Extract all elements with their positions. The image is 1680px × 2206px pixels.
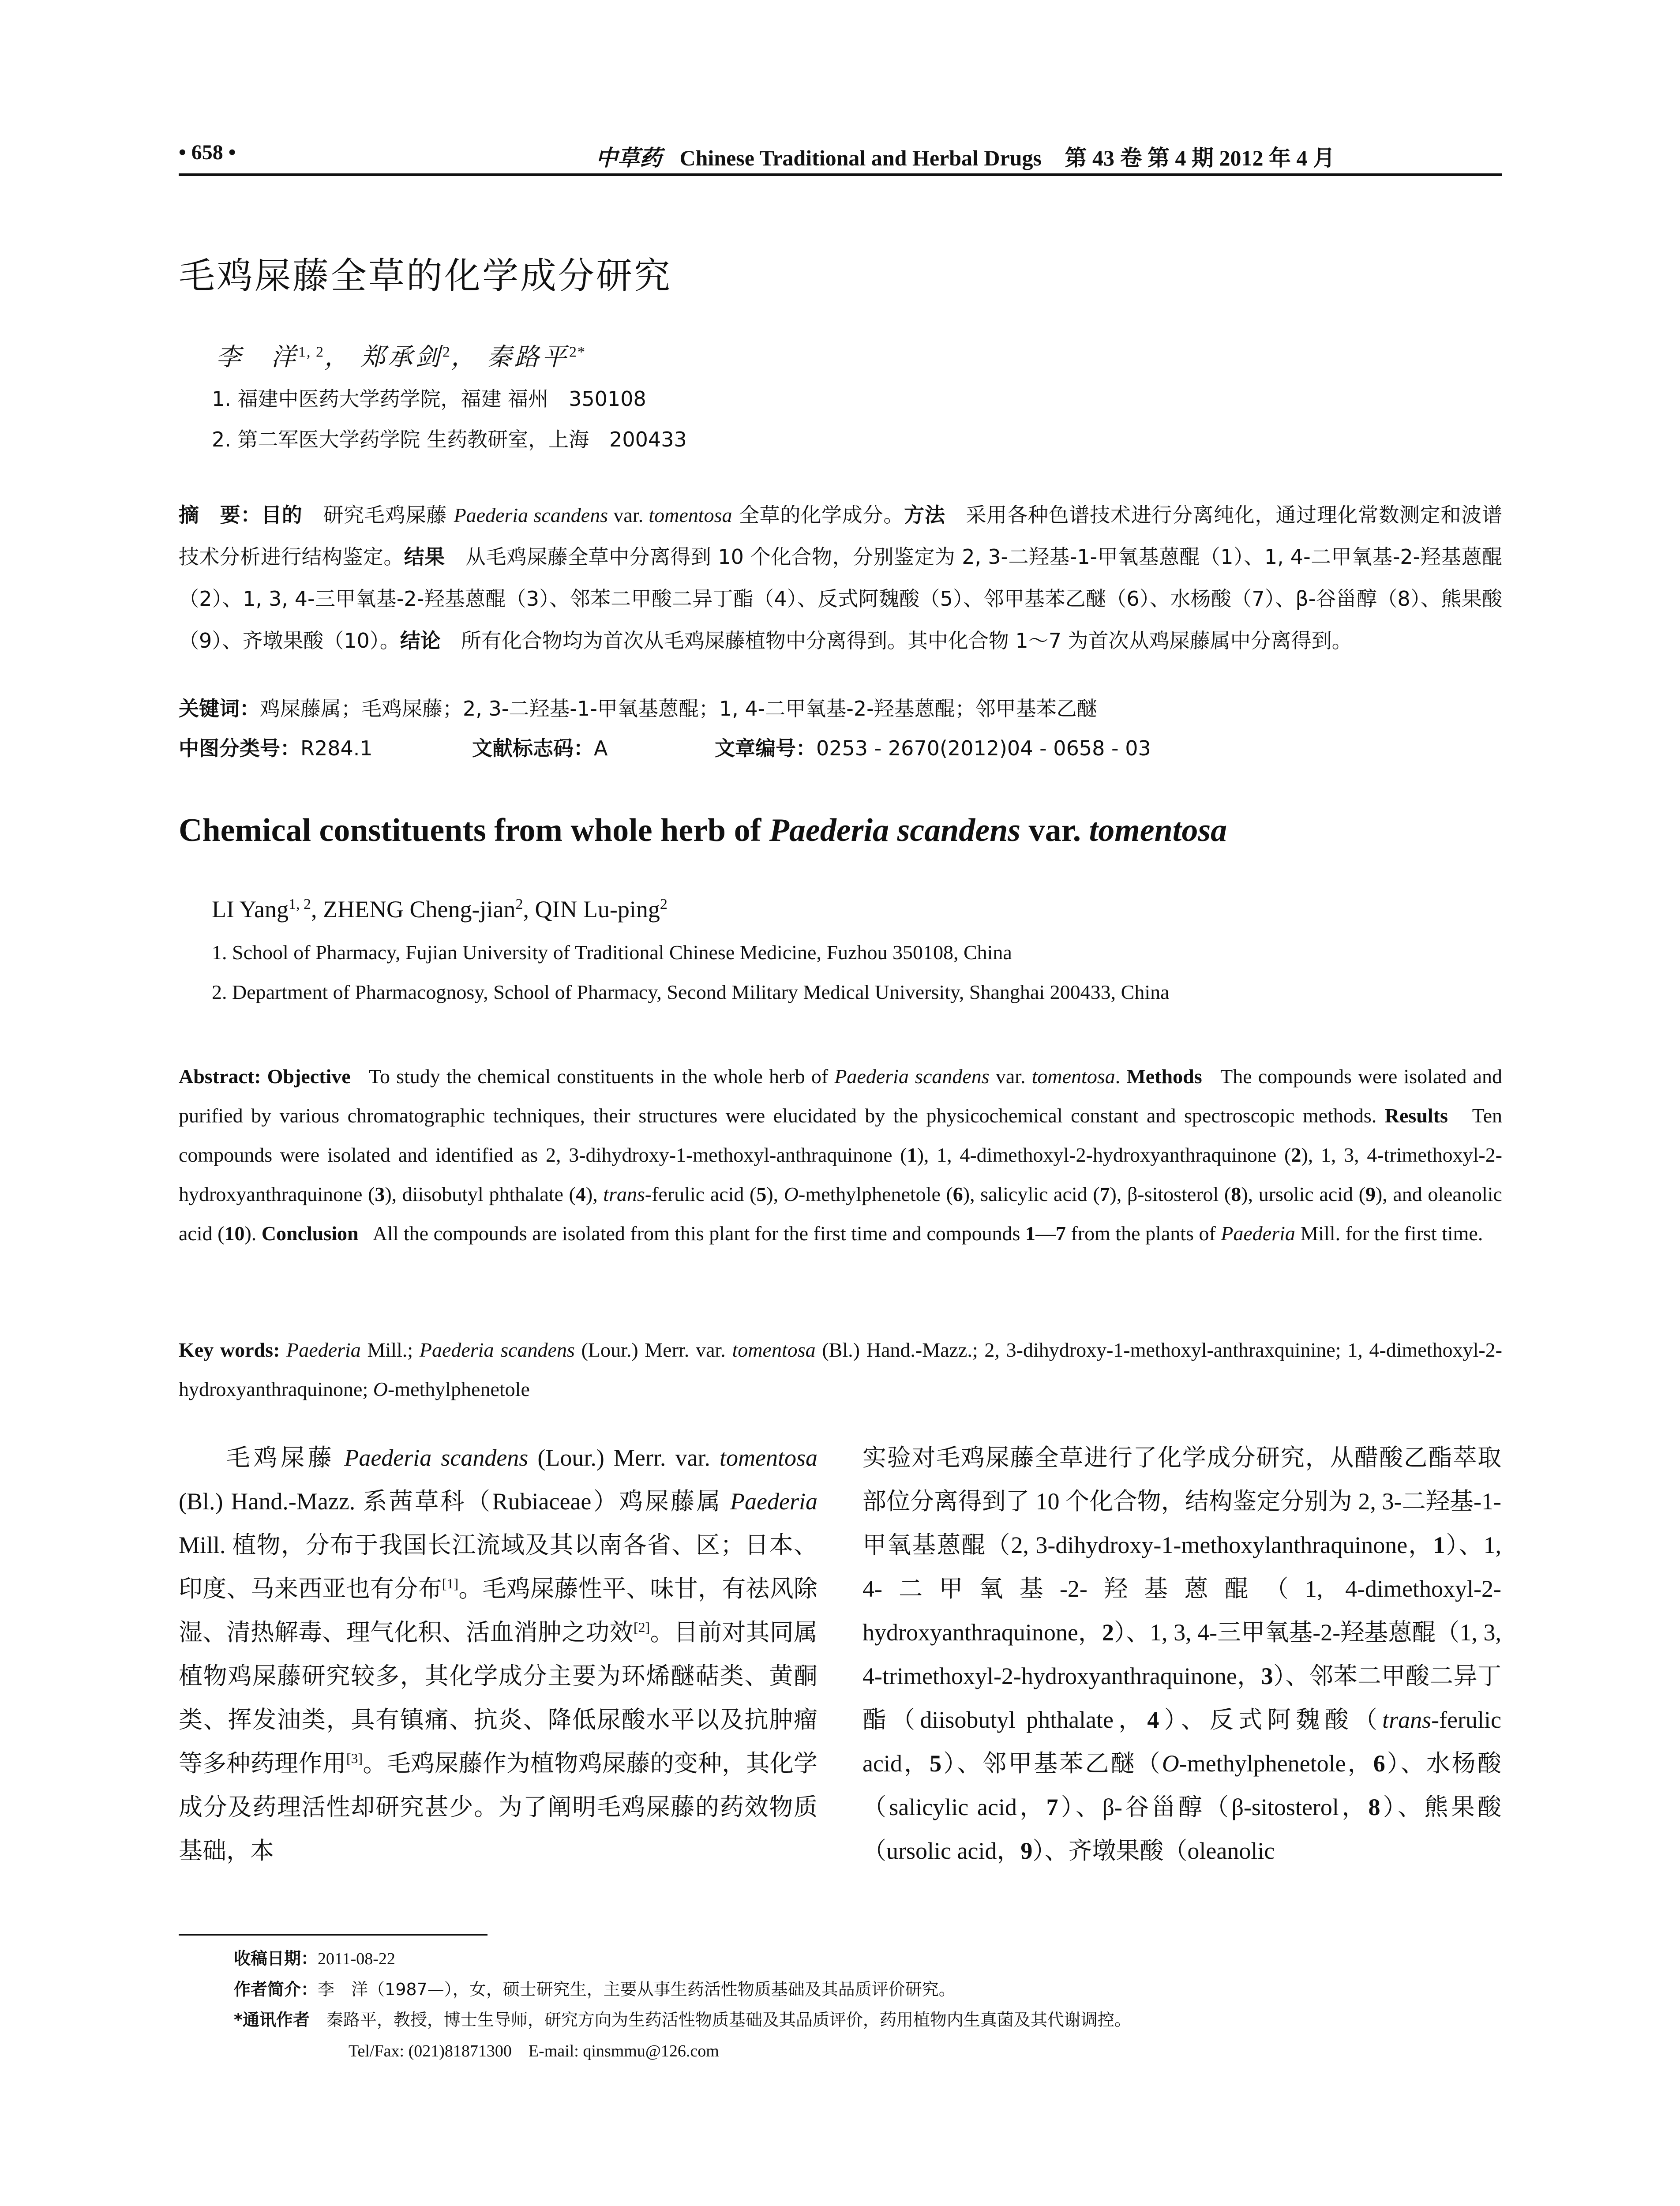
- kw-text: (Lour.) Merr. var.: [574, 1339, 732, 1361]
- genus-name: Paederia: [730, 1488, 818, 1515]
- keywords-en: [179, 1330, 1502, 1409]
- results-text-cn: 从毛鸡屎藤全草中分离得到 10 个化合物，分别鉴定为 2, 3-二羟基-1-甲氧基蒽醌（1）、1, 4-二甲氧基-2-羟基蒽醌（2）、1, 3, 4-三甲氧基-2-羟基蒽醌（3）、邻苯二甲酸二异丁酯（4）、反式阿魏酸（5）、邻甲基苯乙醚（6）、水杨酸（7）、β-谷甾醇（8）、熊果酸（9）、齐墩果酸（10）。: [179, 545, 1503, 653]
- compound-number: 7: [1099, 1183, 1110, 1205]
- body-text: -ferulic acid，: [862, 1707, 1501, 1777]
- author-en: ZHENG Cheng-jian: [323, 896, 516, 923]
- kw-o-prefix: O: [373, 1378, 388, 1400]
- received-label: 收稿日期：: [234, 1949, 318, 1968]
- methods-text-en: The compounds were isolated and purified by various chromatographic techniques, their structures were elucidated by the physicochemical constant and spectroscopic methods.: [179, 1065, 1503, 1127]
- body-text: (Bl.) Hand.-Mazz. 系茜草科（Rubiaceae）鸡屎藤属: [179, 1488, 731, 1515]
- genus-name: Paederia: [1221, 1222, 1295, 1245]
- body-text: ）、熊果酸（ursolic acid，: [862, 1794, 1502, 1864]
- variety-name: tomentosa: [649, 504, 732, 526]
- results-label-en: Results: [1384, 1104, 1448, 1127]
- journal-issue: 第 43 卷 第 4 期 2012 年 4 月: [1065, 146, 1335, 170]
- document-code: [472, 732, 608, 762]
- conclusion-label-cn: 结论: [400, 629, 441, 653]
- citation-ref[interactable]: [3]: [346, 1750, 363, 1766]
- body-column-left: [179, 1436, 818, 1873]
- running-header: [179, 140, 1502, 176]
- keywords-label-cn: 关键词：: [179, 697, 260, 720]
- kw-text: -methylphenetole: [387, 1378, 530, 1400]
- objective-text-cn-2: 全草的化学成分。: [732, 503, 904, 527]
- o-prefix: O: [1162, 1750, 1179, 1777]
- title-cn: 毛鸡屎藤全草的化学成分研究: [179, 255, 672, 297]
- journal-info: [596, 140, 1335, 172]
- title-en: [179, 812, 1227, 849]
- title-en-var: var.: [1020, 812, 1089, 848]
- keywords-label-en: Key words:: [179, 1339, 280, 1361]
- results-text-en: ), 1, 4-dimethoxyl-2-hydroxyanthraquinone (: [917, 1144, 1291, 1166]
- variety-name: tomentosa: [1031, 1065, 1115, 1088]
- species-name: Paederia scandens: [834, 1065, 990, 1088]
- keywords-cn: [179, 693, 1097, 722]
- body-text: ）、邻苯二甲酸二异丁酯（diisobutyl phthalate，: [862, 1663, 1501, 1733]
- results-text-en: ), and oleanolic acid (: [179, 1183, 1502, 1245]
- body-text: (Lour.) Merr. var.: [528, 1444, 720, 1471]
- corr-label: *通讯作者: [234, 2010, 310, 2030]
- results-text-en: ), 1, 3, 4-trimethoxyl-2-hydroxyanthraquinone (: [179, 1144, 1503, 1205]
- clc-label: 中图分类号：: [179, 736, 300, 760]
- abstract-en: Abstract: Objective To study the chemical constituents in the whole herb of Paederia scandens var. tomentosa. Methods The compounds were isolated and purified by various chromatographic techniques, their structures were elucidated by the physicochemical constant and spectroscopic methods. Results Ten compounds were isolated and identified as 2, 3-dihydroxy-1-methoxyl-anthraquinone (1), 1, 4-dimethoxyl-2-hydroxyanthraquinone (2), 1, 3, 4-trimethoxyl-2-hydroxyanthraquinone (3), diisobutyl phthalate (4), trans-ferulic acid (5), O-methylphenetole (6), salicylic acid (7), β-sitosterol (8), ursolic acid (9), and oleanolic acid (10). Conclusion All the compounds are isolated from this plant for the first time and compounds 1—7 from the plants of Paederia Mill. for the first time.: [179, 1065, 1503, 1245]
- abstract-label-en: Abstract:: [179, 1065, 261, 1088]
- compound-number: 3: [375, 1183, 385, 1205]
- trans-prefix: trans: [1382, 1707, 1432, 1733]
- results-text-en: -ferulic acid (: [645, 1183, 757, 1205]
- classification-line: [179, 732, 1502, 762]
- compound-number: 6: [1373, 1750, 1385, 1777]
- author-sup: 1, 2: [298, 344, 324, 360]
- body-text: ）、水杨酸（salicylic acid，: [862, 1750, 1501, 1820]
- results-text-en: ), ursolic acid (: [1241, 1183, 1365, 1205]
- methods-text-cn: 采用各种色谱技术进行分离纯化，通过理化常数测定和波谱技术分析进行结构鉴定。: [179, 503, 1503, 569]
- compound-number: 9: [1020, 1838, 1033, 1864]
- clc-value: R284.1: [300, 736, 373, 760]
- author-en: QIN Lu-ping: [535, 896, 660, 923]
- body-text: 实验对毛鸡屎藤全草进行了化学成分研究，从醋酸乙酯萃取部位分离得到了 10 个化合物，结构鉴定分别为 2, 3-二羟基-1-甲氧基蒽醌（2, 3-dihydroxy-1-methoxylanthraquinone，: [862, 1444, 1501, 1558]
- affiliation-cn-1: 1. 福建中医药大学药学院，福建 福州 350108: [212, 387, 646, 411]
- title-en-text: Chemical constituents from whole herb of: [179, 812, 769, 848]
- received-date: 2011-08-22: [318, 1950, 395, 1968]
- compound-number: 2: [1102, 1619, 1114, 1646]
- kw-text: (Bl.) Hand.-Mazz.; 2, 3-dihydroxy-1-methoxyl-anthraxquinine; 1, 4-dimethoxyl-2-hydroxyanthraquinone;: [179, 1339, 1502, 1400]
- objective-label-en: Objective: [267, 1065, 351, 1088]
- author-cn: 李 洋: [216, 344, 298, 371]
- compound-number: 5: [756, 1183, 767, 1205]
- var-text: var.: [608, 504, 649, 526]
- author-cn: 郑承剑: [360, 344, 442, 371]
- author-cn: 秦路平: [487, 344, 569, 371]
- bio-text: 李 洋（1987—），女，硕士研究生，主要从事生药活性物质基础及其品质评价研究。: [318, 1980, 956, 1999]
- kw-text: Mill.;: [360, 1339, 420, 1361]
- affiliation-en-1: 1. School of Pharmacy, Fujian University of Traditional Chinese Medicine, Fuzhou 350108, China: [212, 941, 1012, 964]
- compound-number: 9: [1365, 1183, 1376, 1205]
- article-no-label: 文章编号：: [715, 736, 816, 760]
- methods-label-en: Methods: [1126, 1065, 1202, 1088]
- variety-name: tomentosa: [720, 1444, 818, 1471]
- body-text: ）、齐墩果酸（oleanolic: [1032, 1838, 1275, 1864]
- authors-en: LI Yang$^{1, 2}$, ZHENG Cheng-jian$^2$, QIN Lu-ping$^2$: [212, 896, 668, 923]
- trans-prefix: trans: [603, 1183, 645, 1205]
- compound-number: 8: [1231, 1183, 1241, 1205]
- title-en-species: Paederia scandens: [769, 812, 1021, 848]
- body-text: 。目前对其同属植物鸡屎藤研究较多，其化学成分主要为环烯醚萜类、黄酮类、挥发油类，具有镇痛、抗炎、降低尿酸水平以及抗肿瘤等多种药理作用: [179, 1619, 818, 1777]
- species-name: Paederia scandens: [344, 1444, 529, 1471]
- objective-text-cn: 研究毛鸡屎藤: [302, 503, 454, 527]
- body-text: ）、β-谷甾醇（β-sitosterol，: [1058, 1794, 1369, 1820]
- page-number: • 658 •: [179, 141, 236, 164]
- authors-cn: 李 洋$^{1, 2}$， 郑承剑$^2$， 秦路平$^{2*}$: [216, 344, 586, 371]
- compound-number: 10: [224, 1222, 245, 1245]
- compound-range: 1—7: [1025, 1222, 1066, 1245]
- clc-number: [179, 732, 373, 762]
- article-no-value: 0253 - 2670(2012)04 - 0658 - 03: [816, 736, 1151, 760]
- title-en-variety: tomentosa: [1089, 812, 1227, 848]
- var-text: var.: [995, 1065, 1026, 1088]
- body-text: ）、1, 4-二甲氧基-2-羟基蒽醌（1, 4-dimethoxyl-2-hydroxyanthraquinone，: [862, 1532, 1501, 1646]
- objective-text-en: To study the chemical constituents in the whole herb of: [369, 1065, 829, 1088]
- bio-label: 作者简介：: [234, 1980, 318, 1999]
- affiliation-en-2: 2. Department of Pharmacognosy, School of Pharmacy, Second Military Medical University, Shanghai 200433, China: [212, 981, 1170, 1003]
- compound-number: 5: [930, 1750, 942, 1777]
- footnote-received: [234, 1945, 395, 1969]
- body-text: ）、1, 3, 4-三甲氧基-2-羟基蒽醌（1, 3, 4-trimethoxyl-2-hydroxyanthraquinone，: [862, 1619, 1502, 1689]
- article-number: [715, 732, 1151, 762]
- kw-variety: tomentosa: [732, 1339, 816, 1361]
- conclusion-text-en: All the compounds are isolated from this plant for the first time and compounds: [372, 1222, 1020, 1245]
- footnote-author-bio: [234, 1976, 956, 2000]
- author-sup: 2: [442, 344, 451, 360]
- compound-number: 7: [1046, 1794, 1058, 1820]
- compound-number: 4: [1147, 1707, 1159, 1733]
- doc-code-value: A: [594, 736, 608, 760]
- conclusion-label-en: Conclusion: [261, 1222, 359, 1245]
- author-en: LI Yang: [212, 896, 289, 923]
- results-text-en: -methylphenetole (: [798, 1183, 953, 1205]
- affiliation-cn-2: 2. 第二军医大学药学院 生药教研室，上海 200433: [212, 428, 687, 451]
- compound-number: 4: [575, 1183, 586, 1205]
- body-column-right: [862, 1436, 1501, 1873]
- species-name: Paederia scandens: [454, 504, 608, 526]
- results-text-en: ), β-sitosterol (: [1110, 1183, 1231, 1205]
- abstract-cn: [179, 494, 1502, 662]
- keywords-text-cn: 鸡屎藤属；毛鸡屎藤；2, 3-二羟基-1-甲氧基蒽醌；1, 4-二甲氧基-2-羟基蒽醌；邻甲基苯乙醚: [260, 697, 1097, 720]
- journal-name-cn: 中草药: [596, 145, 662, 171]
- results-text-en: ), salicylic acid (: [963, 1183, 1100, 1205]
- conclusion-text-en: from the plants of: [1071, 1222, 1216, 1245]
- results-label-cn: 结果: [404, 545, 445, 569]
- body-text: 。毛鸡屎藤性平、味甘，有祛风除湿、清热解毒、理气化积、活血消肿之功效: [179, 1576, 818, 1646]
- compound-number: 6: [952, 1183, 963, 1205]
- body-text: Mill. 植物，分布于我国长江流域及其以南各省、区；日本、印度、马来西亚也有分布: [179, 1532, 818, 1602]
- footnote-rule: [179, 1934, 488, 1936]
- footnote-contact: Tel/Fax: (021)81871300 E-mail: qinsmmu@126.com: [349, 2042, 719, 2060]
- citation-ref[interactable]: [1]: [442, 1576, 459, 1591]
- kw-genus: Paederia: [286, 1339, 361, 1361]
- body-text: ）、邻甲基苯乙醚（: [941, 1750, 1162, 1777]
- results-text-en: ).: [244, 1222, 257, 1245]
- compound-number: 3: [1261, 1663, 1273, 1689]
- body-text: ）、反式阿魏酸（: [1159, 1707, 1383, 1733]
- results-text-en: ), diisobutyl phthalate (: [385, 1183, 576, 1205]
- o-prefix: O: [784, 1183, 799, 1205]
- compound-number: 1: [907, 1144, 917, 1166]
- body-text: 。毛鸡屎藤作为植物鸡屎藤的变种，其化学成分及药理活性却研究甚少。为了阐明毛鸡屎藤的药效物质基础，本: [179, 1750, 818, 1864]
- author-sup: 2: [660, 896, 668, 912]
- author-sup: 2: [515, 896, 523, 912]
- conclusion-text-en: Mill. for the first time.: [1300, 1222, 1483, 1245]
- footnote-corresponding: [234, 2006, 1131, 2030]
- doc-code-label: 文献标志码：: [472, 736, 594, 760]
- corr-text: 秦路平，教授，博士生导师，研究方向为生药活性物质基础及其品质评价，药用植物内生真菌及其代谢调控。: [309, 2010, 1131, 2030]
- author-sup: 1, 2: [289, 896, 311, 912]
- results-text-en: Ten compounds were isolated and identified as 2, 3-dihydroxy-1-methoxyl-anthraquinone (: [179, 1104, 1503, 1166]
- body-text: 毛鸡屎藤: [226, 1444, 345, 1471]
- objective-label-cn: 目的: [261, 503, 303, 527]
- conclusion-text-cn: 所有化合物均为首次从毛鸡屎藤植物中分离得到。其中化合物 1～7 为首次从鸡屎藤属中分离得到。: [440, 629, 1352, 653]
- header-rule: [179, 173, 1502, 176]
- citation-ref[interactable]: [2]: [633, 1619, 650, 1635]
- kw-species: Paederia scandens: [419, 1339, 575, 1361]
- abstract-label-cn: 摘 要：: [179, 503, 262, 527]
- methods-label-cn: 方法: [904, 503, 945, 527]
- author-sup: 2*: [569, 344, 586, 360]
- compound-number: 8: [1368, 1794, 1380, 1820]
- compound-number: 1: [1433, 1532, 1445, 1558]
- compound-number: 2: [1291, 1144, 1301, 1166]
- body-text: -methylphenetole，: [1179, 1750, 1373, 1777]
- journal-name-en: Chinese Traditional and Herbal Drugs: [679, 146, 1042, 170]
